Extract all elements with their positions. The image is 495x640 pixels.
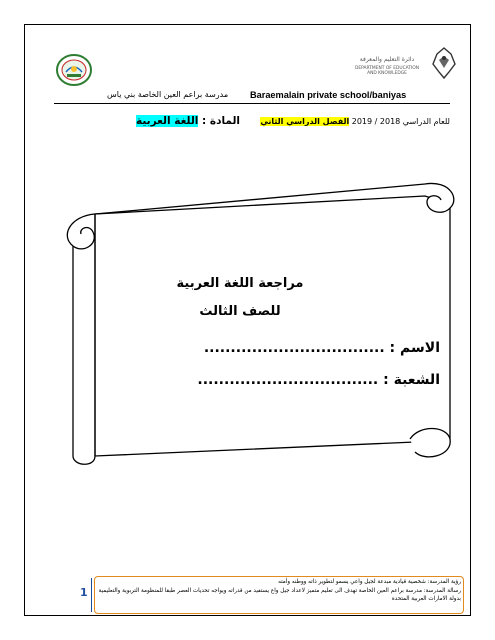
- academic-term: [250, 117, 450, 126]
- school-vision: رؤية المدرسة: شخصية قيادية مبدعة لجيل واعي يسمو لتطوير ذاته ووطنه وأمته: [278, 579, 461, 585]
- school-logo: [54, 52, 94, 88]
- department-name-ar: دائرة التعليم والمعرفة: [359, 56, 415, 63]
- department-name-en: [347, 66, 427, 76]
- footer-separator: [91, 578, 92, 612]
- name-field: [104, 340, 440, 356]
- subject-value: اللغة العربية: [136, 115, 199, 127]
- semester-label: الفصل الدراسي الثاني: [260, 117, 350, 126]
- name-dots: ..................................: [203, 340, 385, 356]
- section-label: الشعبة :: [383, 372, 440, 388]
- name-label: الاسم :: [389, 340, 440, 356]
- academic-year: للعام الدراسي 2018 / 2019: [351, 117, 450, 126]
- document-title: مراجعة اللغة العربية: [176, 276, 304, 291]
- section-field: [104, 372, 440, 388]
- department-en-line1: DEPARTMENT OF EDUCATION: [354, 66, 420, 71]
- school-name-en: Baraemalain private school/baniyas: [250, 90, 407, 100]
- subject-label: المادة :: [202, 115, 240, 127]
- subject-line: [100, 115, 240, 127]
- school-name-ar: مدرسة براعم العين الخاصة بني ياس: [107, 90, 229, 99]
- header-divider: [54, 103, 450, 104]
- page-number: 1: [80, 586, 88, 599]
- falcon-emblem-icon: [431, 46, 457, 80]
- school-mission: رسالة المدرسة: مدرسة براعم العين الخاصة تهدف الى تعليم متميز لاعداد جيل واع يستفيد من قدراته ويواجه تحديات العصر طبقا للمنظومة التربوية والتعليمية بدولة الامارات العربية المتحدة: [98, 587, 461, 603]
- scroll-banner: [55, 174, 465, 474]
- footer-text: [97, 578, 461, 604]
- department-en-line2: AND KNOWLEDGE: [367, 71, 407, 76]
- section-dots: ..................................: [197, 372, 379, 388]
- grade-label: للصف الثالث: [199, 304, 281, 319]
- department-logo: [347, 44, 457, 84]
